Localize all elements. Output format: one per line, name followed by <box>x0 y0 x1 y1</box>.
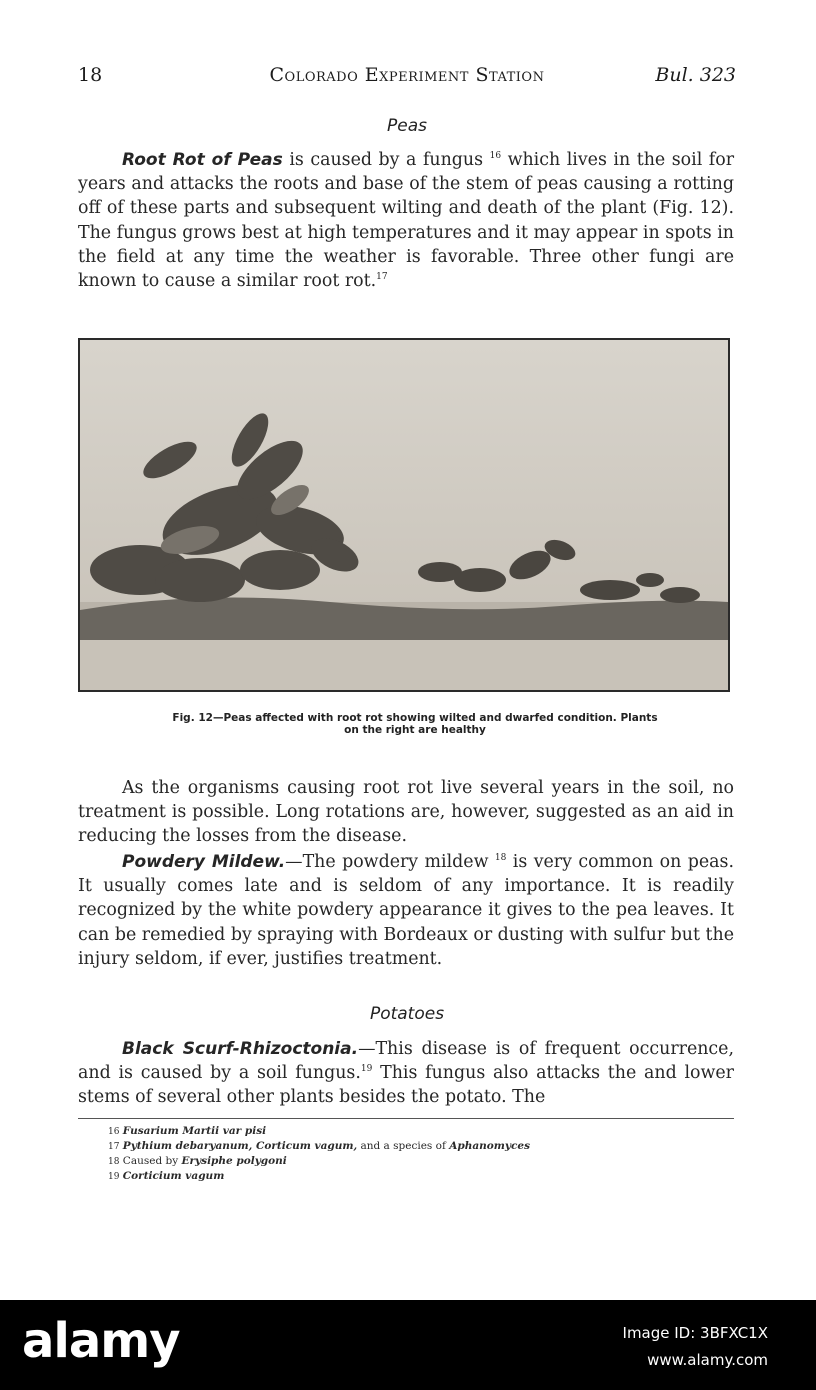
paragraph-powdery-mildew <box>78 850 734 971</box>
caption-line-1: Fig. 12—Peas affected with root rot showing wilted and dwarfed condition. Plants <box>172 712 658 724</box>
footnote-19: 19 Corticium vagum <box>108 1170 225 1182</box>
footnote-divider <box>78 1118 734 1119</box>
section-heading-potatoes: Potatoes <box>369 1004 445 1024</box>
mildew-text-b: is very common on peas. It usually comes late and is seldom of any importance. It is readily recognized by the white powdery appearance it gives to the pea leaves. It can be remedied by spraying with Bordeaux or dusting with sulfur but the injury seldom, if ever, justifies treatment. <box>78 852 734 969</box>
root-rot-text-b: which lives in the soil for years and attacks the roots and base of the stem of peas causing a rotting off of these parts and subsequent wilting and death of the plant (Fig. 12). The fungus grows best at high temperatures and it may appear in spots in the field at any time the weather is favorable. Three other fungi are known to cause a similar root rot. <box>78 150 735 292</box>
figure-caption <box>78 712 752 736</box>
bulletin-number: Bul. 323 <box>655 64 736 86</box>
footnote-16: 16 Fusarium Martii var pisi <box>108 1125 267 1137</box>
footnote-ref-16: 16 <box>489 151 502 161</box>
paragraph-treatment: As the organisms causing root rot live several years in the soil, no treatment is possible. Long rotations are, however, suggested as an aid in reducing the losses from the disease. <box>78 778 734 847</box>
figure-12-photo <box>78 338 730 692</box>
footnote-ref-19: 19 <box>360 1064 373 1075</box>
caption-line-2: on the right are healthy <box>344 724 486 736</box>
root-rot-text-a: is caused by a fungus <box>282 150 490 170</box>
mildew-text-a: —The powdery mildew <box>285 852 495 872</box>
site-url: www.alamy.com <box>647 1351 768 1369</box>
scurf-text-b: This fungus also attacks the and lower stems of several other plants besides the potato. The <box>78 1063 734 1108</box>
paragraph-root-rot <box>78 148 734 293</box>
scurf-text-a: —This disease is of frequent occurrence, and is caused by a soil fungus. <box>78 1039 734 1084</box>
mildew-lead: Powdery Mildew. <box>122 852 286 872</box>
paragraph-black-scurf <box>78 1037 734 1109</box>
pea-plants-photo-illustration <box>80 340 728 690</box>
root-rot-lead: Root Rot of Peas <box>122 150 283 170</box>
alamy-logo: alamy <box>22 1313 180 1369</box>
footnote-17: 17 Pythium debaryanum, Corticum vagum, and a species of Aphanomyces <box>108 1140 530 1152</box>
running-title: Colorado Experiment Station <box>269 64 545 86</box>
footnote-18: 18 Caused by Erysiphe polygoni <box>108 1155 287 1167</box>
footnote-ref-17: 17 <box>376 272 388 283</box>
page-header <box>78 64 736 94</box>
section-heading-peas: Peas <box>387 116 427 136</box>
footnote-ref-18: 18 <box>494 853 507 863</box>
scurf-lead: Black Scurf-Rhizoctonia. <box>122 1039 359 1059</box>
page-number: 18 <box>78 64 103 86</box>
image-id-label: Image ID: 3BFXC1X <box>622 1324 768 1342</box>
footnotes <box>108 1124 748 1184</box>
